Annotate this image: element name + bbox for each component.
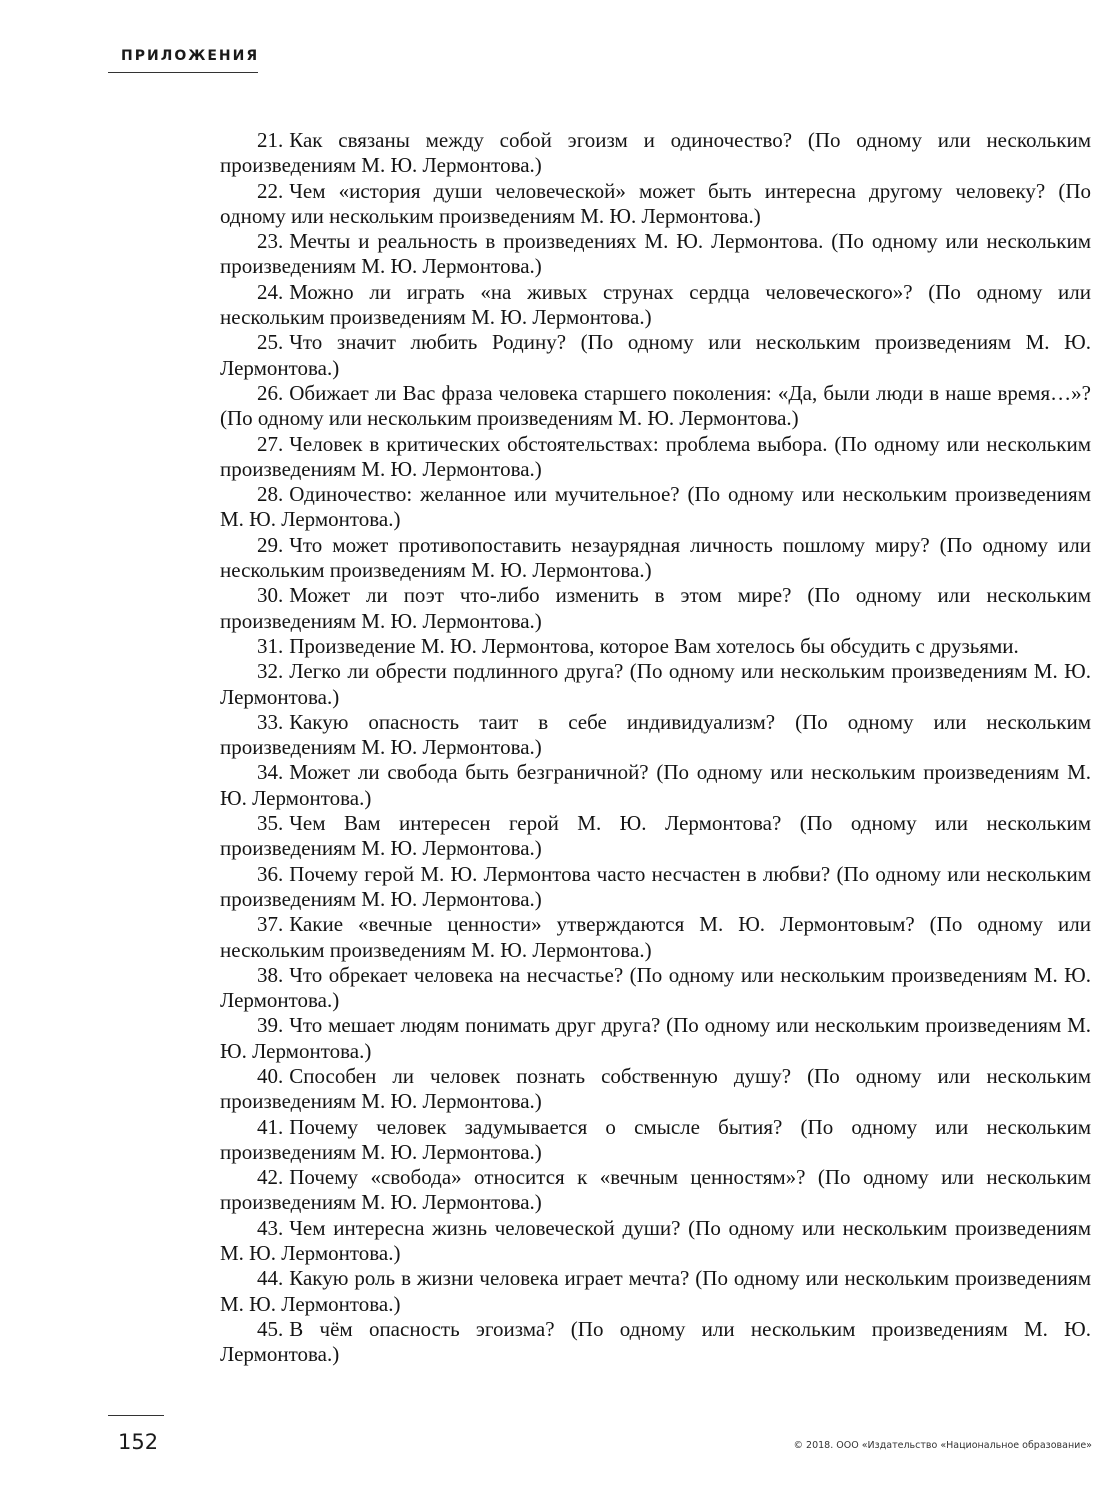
topic-item bbox=[220, 381, 1091, 432]
topic-number: 21. bbox=[257, 128, 284, 152]
topic-number: 34. bbox=[257, 760, 284, 785]
topic-text: Мечты и реальность в произведениях М. Ю. Лермонтова. (По одному или нескольким произведениям М. Ю. Лермонтова.) bbox=[220, 229, 1091, 279]
topic-text: Чем Вам интересен герой М. Ю. Лермонтова? (По одному или нескольким произведениям М. Ю. Лермонтова.) bbox=[220, 811, 1091, 861]
topic-text: Какую роль в жизни человека играет мечта? (По одному или нескольким произведениям М. Ю. Лермонтова.) bbox=[220, 1266, 1091, 1316]
topic-number: 23. bbox=[257, 229, 284, 254]
topic-item bbox=[220, 179, 1091, 230]
topic-number: 35. bbox=[257, 811, 284, 836]
topic-item bbox=[220, 1216, 1091, 1267]
topic-number: 29. bbox=[257, 532, 284, 557]
topic-item bbox=[220, 1266, 1091, 1317]
topic-item bbox=[220, 1165, 1091, 1216]
topic-text: Что может противопоставить незаурядная личность пошлому миру? (По одному или нескольким произведениям М. Ю. Лермонтова.) bbox=[220, 532, 1091, 583]
topic-text: Обижает ли Вас фраза человека старшего поколения: «Да, были люди в наше время…»? (По одному или нескольким произведениям М. Ю. Лермонтова.) bbox=[220, 380, 1091, 431]
topic-number: 37. bbox=[257, 912, 284, 937]
topic-item bbox=[220, 1013, 1091, 1064]
topic-number: 38. bbox=[257, 962, 284, 987]
topic-number: 25. bbox=[257, 330, 284, 355]
topic-number: 36. bbox=[257, 861, 284, 886]
topic-text: Человек в критических обстоятельствах: проблема выбора. (По одному или нескольким произведениям М. Ю. Лермонтова.) bbox=[220, 431, 1091, 481]
topic-number: 30. bbox=[257, 583, 284, 608]
topic-text: Как связаны между собой эгоизм и одиночество? (По одному или нескольким произведениям М. Ю. Лермонтова.) bbox=[220, 128, 1091, 178]
footer-divider bbox=[108, 1415, 164, 1416]
topic-number: 27. bbox=[257, 431, 284, 456]
topic-text: Что мешает людям понимать друг друга? (По одному или нескольким произведениям М. Ю. Лермонтова.) bbox=[220, 1013, 1091, 1063]
copyright-notice: © 2018. ООО «Издательство «Национальное образование» bbox=[793, 1440, 1092, 1451]
topic-item bbox=[220, 659, 1091, 710]
topic-text: Способен ли человек познать собственную душу? (По одному или нескольким произведениям М. Ю. Лермонтова.) bbox=[220, 1063, 1091, 1114]
topic-text: Что обрекает человека на несчастье? (По одному или нескольким произведениям М. Ю. Лермонтова.) bbox=[220, 962, 1091, 1013]
topic-number: 42. bbox=[257, 1165, 284, 1190]
topic-item bbox=[220, 229, 1091, 280]
topic-item bbox=[220, 533, 1091, 584]
topic-text: Какие «вечные ценности» утверждаются М. Ю. Лермонтовым? (По одному или нескольким произведениям М. Ю. Лермонтова.) bbox=[220, 912, 1091, 962]
topic-number: 28. bbox=[257, 482, 284, 507]
topic-item bbox=[220, 583, 1091, 634]
topic-text: Почему герой М. Ю. Лермонтова часто несчастен в любви? (По одному или нескольким произведениям М. Ю. Лермонтова.) bbox=[220, 861, 1091, 911]
topic-item bbox=[220, 280, 1091, 331]
topic-number: 41. bbox=[257, 1114, 284, 1139]
topic-number: 44. bbox=[257, 1266, 284, 1291]
topic-item bbox=[220, 710, 1091, 761]
topic-number: 39. bbox=[257, 1013, 284, 1038]
topic-text: Может ли поэт что-либо изменить в этом мире? (По одному или нескольким произведениям М. Ю. Лермонтова.) bbox=[220, 583, 1091, 633]
topic-item bbox=[220, 1064, 1091, 1115]
topic-text: Чем «история души человеческой» может быть интересна другому человеку? (По одному или нескольким произведениям М. Ю. Лермонтова.) bbox=[220, 178, 1091, 228]
topic-text: Можно ли играть «на живых струнах сердца человеческого»? (По одному или нескольким произведениям М. Ю. Лермонтова.) bbox=[220, 279, 1091, 330]
topic-item bbox=[220, 330, 1091, 381]
topic-text: В чём опасность эгоизма? (По одному или нескольким произведениям М. Ю. Лермонтова.) bbox=[220, 1316, 1091, 1367]
topic-item bbox=[220, 1317, 1091, 1368]
topic-text: Почему «свобода» относится к «вечным ценностям»? (По одному или нескольким произведениям М. Ю. Лермонтова.) bbox=[220, 1165, 1091, 1215]
topic-text: Какую опасность таит в себе индивидуализм? (По одному или нескольким произведениям М. Ю. Лермонтова.) bbox=[220, 709, 1091, 760]
topic-item bbox=[220, 128, 1091, 179]
topic-number: 33. bbox=[257, 709, 284, 734]
topic-number: 26. bbox=[257, 380, 284, 405]
topic-text: Произведение М. Ю. Лермонтова, которое Вам хотелось бы обсудить с друзьями. bbox=[289, 633, 1019, 658]
topic-text: Что значит любить Родину? (По одному или нескольким произведениям М. Ю. Лермонтова.) bbox=[220, 330, 1091, 380]
topic-item bbox=[220, 811, 1091, 862]
topic-number: 40. bbox=[257, 1063, 284, 1088]
topic-item bbox=[220, 862, 1091, 913]
topic-text: Чем интересна жизнь человеческой души? (По одному или нескольким произведениям М. Ю. Лермонтова.) bbox=[220, 1215, 1091, 1266]
topic-number: 43. bbox=[257, 1215, 284, 1240]
topic-item bbox=[220, 760, 1091, 811]
topic-list bbox=[220, 128, 1091, 1368]
topic-text: Легко ли обрести подлинного друга? (По одному или нескольким произведениям М. Ю. Лермонтова.) bbox=[220, 659, 1091, 709]
topic-item bbox=[220, 634, 1091, 659]
topic-text: Может ли свобода быть безграничной? (По одному или нескольким произведениям М. Ю. Лермонтова.) bbox=[220, 760, 1091, 810]
topic-item bbox=[220, 432, 1091, 483]
topic-number: 24. bbox=[257, 279, 284, 304]
topic-item bbox=[220, 912, 1091, 963]
page-number: 152 bbox=[118, 1430, 159, 1454]
topic-item bbox=[220, 482, 1091, 533]
topic-item bbox=[220, 1115, 1091, 1166]
topic-number: 45. bbox=[257, 1316, 284, 1341]
section-title: ПРИЛОЖЕНИЯ bbox=[121, 48, 260, 64]
topic-item bbox=[220, 963, 1091, 1014]
header-divider bbox=[108, 72, 258, 73]
topic-text: Почему человек задумывается о смысле бытия? (По одному или нескольким произведениям М. Ю. Лермонтова.) bbox=[220, 1114, 1091, 1164]
topic-number: 31. bbox=[257, 633, 284, 658]
topic-number: 22. bbox=[257, 178, 284, 203]
topic-text: Одиночество: желанное или мучительное? (По одному или нескольким произведениям М. Ю. Лермонтова.) bbox=[220, 482, 1091, 532]
topic-number: 32. bbox=[257, 659, 284, 684]
